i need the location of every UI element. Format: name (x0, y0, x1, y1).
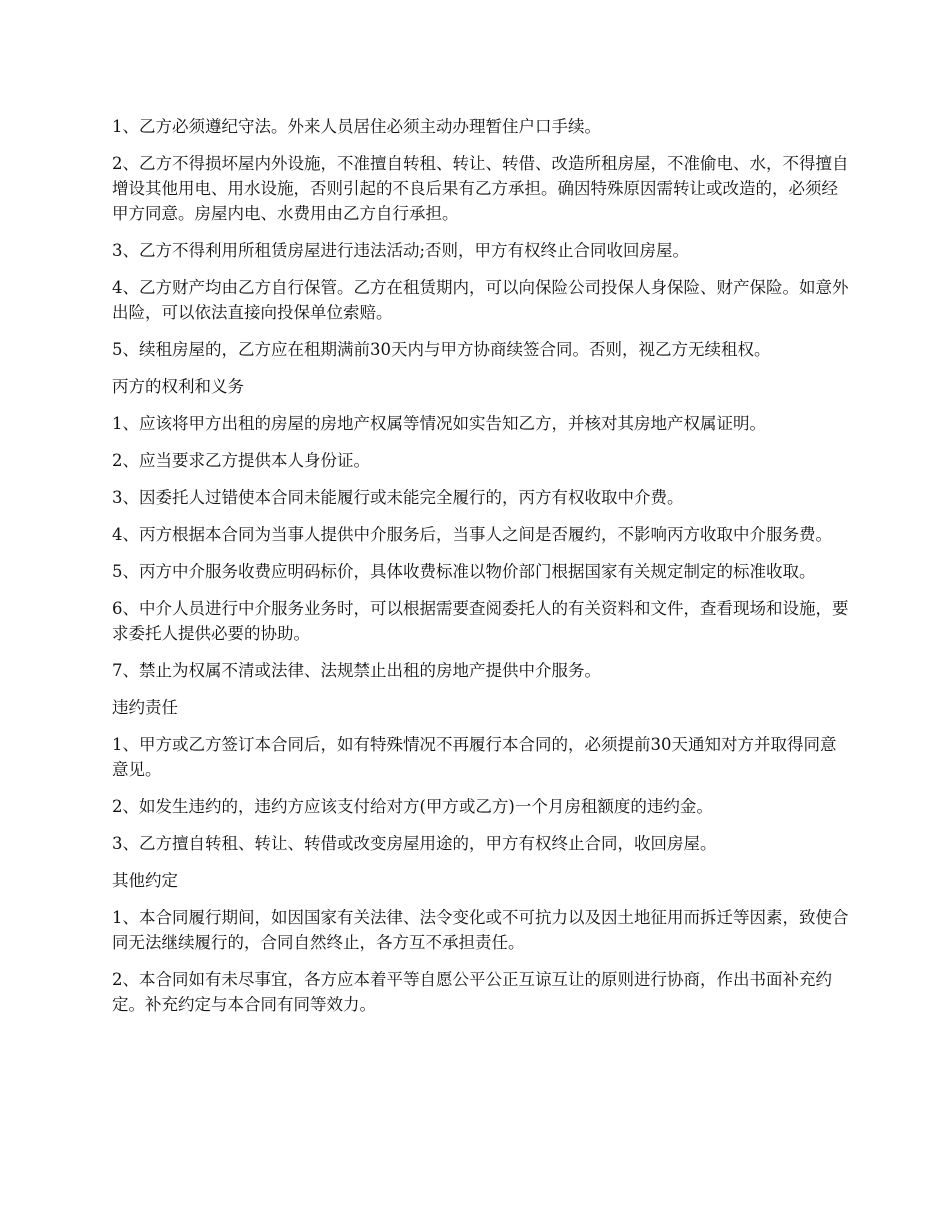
liability-clause-3: 3、乙方擅自转租、转让、转借或改变房屋用途的，甲方有权终止合同，收回房屋。 (112, 834, 717, 853)
agent-clause-4: 4、丙方根据本合同为当事人提供中介服务后，当事人之间是否履约，不影响丙方收取中介服务费。 (112, 525, 832, 544)
section-heading-other-terms: 其他约定 (112, 871, 178, 890)
other-clause-1: 1、本合同履行期间，如因国家有关法律、法令变化或不可抗力以及因土地征用而拆迁等因素，致使合同无法继续履行的，合同自然终止，各方互不承担责任。 (112, 908, 849, 952)
tenant-clause-1: 1、乙方必须遵纪守法。外来人员居住必须主动办理暂住户口手续。 (112, 117, 601, 136)
agent-clause-2: 2、应当要求乙方提供本人身份证。 (112, 451, 370, 470)
tenant-clause-4: 4、乙方财产均由乙方自行保管。乙方在租赁期内，可以向保险公司投保人身保险、财产保险。如意外出险，可以依法直接向投保单位索赔。 (112, 278, 849, 322)
tenant-clause-3: 3、乙方不得利用所租赁房屋进行违法活动;否则，甲方有权终止合同收回房屋。 (112, 241, 690, 260)
agent-clause-5: 5、丙方中介服务收费应明码标价，具体收费标准以物价部门根据国家有关规定制定的标准收取。 (112, 562, 816, 581)
agent-clause-6: 6、中介人员进行中介服务业务时，可以根据需要查阅委托人的有关资料和文件，查看现场和设施，要求委托人提供必要的协助。 (112, 599, 849, 643)
section-heading-agent-rights: 丙方的权利和义务 (112, 377, 244, 396)
agent-clause-1: 1、应该将甲方出租的房屋的房地产权属等情况如实告知乙方，并核对其房地产权属证明。 (112, 414, 766, 433)
agent-clause-3: 3、因委托人过错使本合同未能履行或未能完全履行的，丙方有权收取中介费。 (112, 488, 684, 507)
liability-clause-2: 2、如发生违约的，违约方应该支付给对方(甲方或乙方)一个月房租额度的违约金。 (112, 797, 713, 816)
liability-clause-1: 1、甲方或乙方签订本合同后，如有特殊情况不再履行本合同的，必须提前30天通知对方并取得同意意见。 (112, 735, 837, 779)
tenant-clause-2: 2、乙方不得损坏屋内外设施，不准擅自转租、转让、转借、改造所租房屋，不准偷电、水，不得擅自增设其他用电、用水设施，否则引起的不良后果有乙方承担。确因特殊原因需转让或改造的，必须经甲方同意。房屋内电、水费用由乙方自行承担。 (112, 154, 849, 223)
agent-clause-7: 7、禁止为权属不清或法律、法规禁止出租的房地产提供中介服务。 (112, 661, 601, 680)
tenant-clause-5: 5、续租房屋的，乙方应在租期满前30天内与甲方协商续签合同。否则，视乙方无续租权。 (112, 340, 771, 359)
other-clause-2: 2、本合同如有未尽事宜，各方应本着平等自愿公平公正互谅互让的原则进行协商，作出书面补充约定。补充约定与本合同有同等效力。 (112, 970, 832, 1014)
section-heading-liability: 违约责任 (112, 698, 178, 717)
